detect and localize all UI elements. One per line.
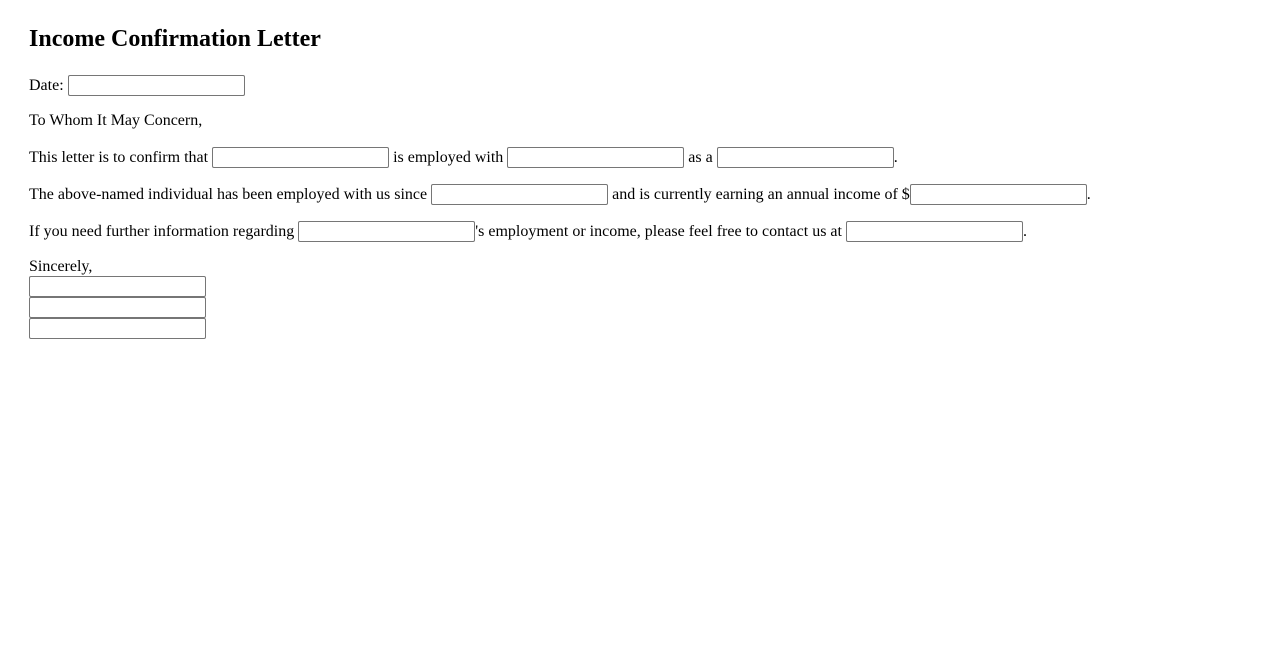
job-title-input[interactable] xyxy=(717,147,894,168)
date-line xyxy=(29,75,1258,96)
tenure-text-period: . xyxy=(1086,186,1091,203)
closing-text: Sincerely, xyxy=(29,258,93,275)
closing-block xyxy=(29,258,1258,339)
tenure-text-after-date: and is currently earning an annual income of $ xyxy=(608,186,910,203)
confirmation-text-after-name: is employed with xyxy=(389,149,508,166)
page-title: Income Confirmation Letter xyxy=(29,26,321,52)
info-text-after-name: 's employment or income, please feel free to contact us at xyxy=(475,223,846,240)
confirmation-text-before-name: This letter is to confirm that xyxy=(29,149,213,166)
signature-line-2-input[interactable] xyxy=(29,297,206,318)
info-text-period: . xyxy=(1022,223,1027,240)
salutation-line xyxy=(29,112,1258,130)
employee-name-input[interactable] xyxy=(212,147,389,168)
employment-confirmation-line xyxy=(29,147,1258,168)
tenure-text-before-date: The above-named individual has been employed with us since xyxy=(29,186,432,203)
date-input[interactable] xyxy=(68,75,245,96)
contact-info-input[interactable] xyxy=(846,221,1023,242)
signature-line-1-input[interactable] xyxy=(29,276,206,297)
confirmation-text-after-employer: as a xyxy=(684,149,717,166)
start-date-input[interactable] xyxy=(431,184,608,205)
signature-line-3-input[interactable] xyxy=(29,318,206,339)
confirmation-text-period: . xyxy=(893,149,898,166)
date-label: Date: xyxy=(29,77,68,94)
annual-income-input[interactable] xyxy=(910,184,1087,205)
info-text-before-name: If you need further information regarding xyxy=(29,223,299,240)
further-information-line xyxy=(29,221,1258,242)
employer-name-input[interactable] xyxy=(507,147,684,168)
tenure-income-line xyxy=(29,184,1258,205)
salutation-text: To Whom It May Concern, xyxy=(29,112,203,129)
regarding-name-input[interactable] xyxy=(298,221,475,242)
